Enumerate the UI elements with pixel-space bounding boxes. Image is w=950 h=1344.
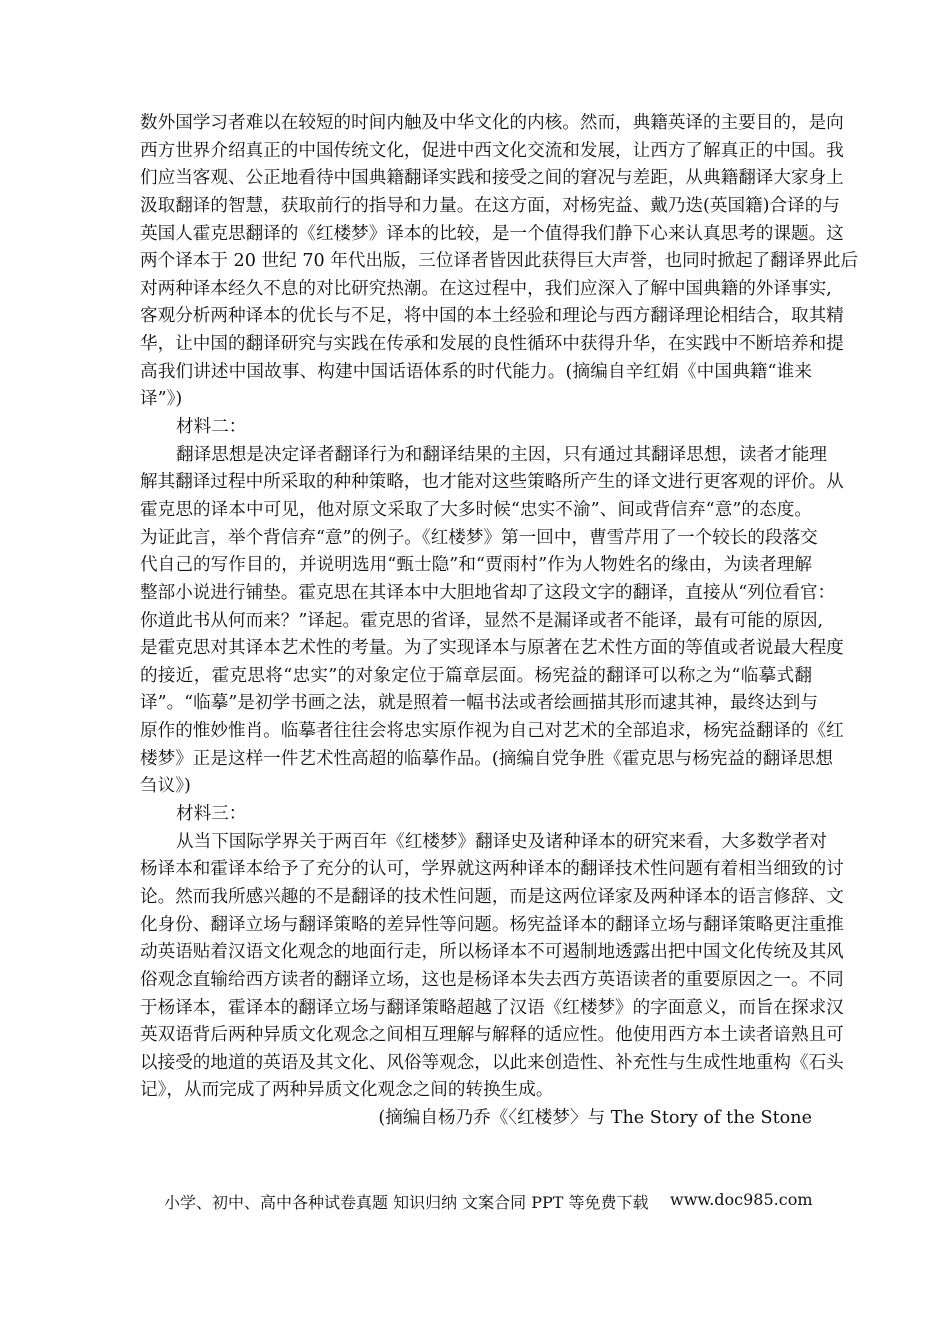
text-line: 整部小说进行铺垫。霍克思在其译本中大胆地省却了这段文字的翻译，直接从“列位看官： <box>140 582 836 603</box>
text-line: 两个译本于 20 世纪 70 年代出版，三位译者皆因此获得巨大声誉，也同时掀起了翻译界此后 <box>140 251 859 272</box>
text-line: 为证此言，举个背信弃“意”的例子。《红楼梦》第一回中，曹雪芹用了一个较长的段落交 <box>140 527 818 548</box>
footer-text: 小学、初中、高中各种试卷真题 知识归纳 文案合同 PPT 等免费下载 <box>164 1193 649 1212</box>
document-body <box>140 110 859 1133</box>
text-line: 数外国学习者难以在较短的时间内触及中华文化的内核。然而，典籍英译的主要目的，是向 <box>140 113 844 133</box>
text-line: 霍克思的译本中可见，他对原文采取了大多时候“忠实不渝”、间或背信弃“意”的态度。 <box>140 499 812 520</box>
material-three-heading: 材料三： <box>176 804 247 825</box>
text-line: 于杨译本，霍译本的翻译立场与翻译策略超越了汉语《红楼梦》的字面意义，而旨在探求汉 <box>140 997 844 1018</box>
text-line: 代自己的写作目的，并说明选用“甄士隐”和“贾雨村”作为人物姓名的缘由，为读者理解 <box>140 555 812 576</box>
text-line: 你道此书从何而来？”译起。霍克思的省译，显然不是漏译或者不能译，最有可能的原因, <box>140 610 824 631</box>
attribution: (摘编自杨乃乔《〈红楼梦〉与 The Story of the Stone <box>378 1108 812 1129</box>
text-line: 是霍克思对其译本艺术性的考量。为了实现译本与原著在艺术性方面的等值或者说最大程度 <box>140 638 844 659</box>
footer-site-link[interactable]: www.doc985.com <box>670 1190 813 1209</box>
text-line: 客观分析两种译本的优长与不足，将中国的本土经验和理论与西方翻译理论相结合，取其精 <box>140 306 844 327</box>
text-line: 们应当客观、公正地看待中国典籍翻译实践和接受之间的窘况与差距，从典籍翻译大家身上 <box>140 168 844 189</box>
material-three <box>140 829 844 1133</box>
text-line: 英双语背后两种异质文化观念之间相互理解与解释的适应性。他使用西方本土读者谙熟且可 <box>140 1025 844 1046</box>
text-line: 西方世界介绍真正的中国传统文化，促进中西文化交流和发展，让西方了解真正的中国。我 <box>140 140 844 161</box>
text-line: 化身份、翻译立场与翻译策略的差异性等问题。杨宪益译本的翻译立场与翻译策略更注重推 <box>140 914 844 935</box>
text-line: 俗观念直输给西方读者的翻译立场，这也是杨译本失去西方英语读者的重要原因之一。不同 <box>140 969 844 990</box>
material-one-tail <box>140 110 859 414</box>
text-line: 汲取翻译的智慧，获取前行的指导和力量。在这方面，对杨宪益、戴乃迭(英国籍)合译的与 <box>140 195 840 216</box>
text-line: 从当下国际学界关于两百年《红楼梦》翻译史及诸种译本的研究来看，大多数学者对 <box>176 831 827 852</box>
text-line: 论。然而我所感兴趣的不是翻译的技术性问题，而是这两位译家及两种译本的语言修辞、文 <box>140 886 844 907</box>
text-line: 楼梦》正是这样一件艺术性高超的临摹作品。(摘编自党争胜《霍克思与杨宪益的翻译思想 <box>140 748 834 769</box>
text-line: 刍议》) <box>140 776 191 797</box>
text-line: 翻译思想是决定译者翻译行为和翻译结果的主因，只有通过其翻译思想，读者才能理 <box>176 444 827 465</box>
material-two-heading: 材料二： <box>176 417 247 438</box>
text-line: 记》，从而完成了两种异质文化观念之间的转换生成。 <box>140 1080 554 1101</box>
text-line: 英国人霍克思翻译的《红楼梦》译本的比较，是一个值得我们静下心来认真思考的课题。这 <box>140 223 844 244</box>
text-line: 杨译本和霍译本给予了充分的认可，学界就这两种译本的翻译技术性问题有着相当细致的讨 <box>140 859 844 880</box>
text-line: 华，让中国的翻译研究与实践在传承和发展的良性循环中获得升华，在实践中不断培养和提 <box>140 334 844 355</box>
text-line: 原作的惟妙惟肖。临摹者往往会将忠实原作视为自己对艺术的全部追求，杨宪益翻译的《红 <box>140 721 844 742</box>
text-line: 以接受的地道的英语及其文化、风俗等观念，以此来创造性、补充性与生成性地重构《石头 <box>140 1052 844 1073</box>
text-line: 动英语贴着汉语文化观念的地面行走，所以杨译本不可遏制地透露出把中国文化传统及其风 <box>140 942 844 963</box>
text-line: 译”。“临摹”是初学书画之法，就是照着一幅书法或者绘画描其形而逮其神，最终达到与 <box>140 693 818 714</box>
text-line: 高我们讲述中国故事、构建中国话语体系的时代能力。(摘编自辛红娟《中国典籍“谁来 <box>140 361 812 382</box>
text-line: 译”》) <box>140 389 183 410</box>
text-line: 的接近，霍克思将“忠实”的对象定位于篇章层面。杨宪益的翻译可以称之为“临摹式翻 <box>140 665 812 686</box>
text-line: 解其翻译过程中所采取的种种策略，也才能对这些策略所产生的译文进行更客观的评价。从 <box>140 472 844 493</box>
text-line: 对两种译本经久不息的对比研究热潮。在这过程中，我们应深入了解中国典籍的外译事实, <box>140 278 832 299</box>
material-two <box>140 442 844 801</box>
